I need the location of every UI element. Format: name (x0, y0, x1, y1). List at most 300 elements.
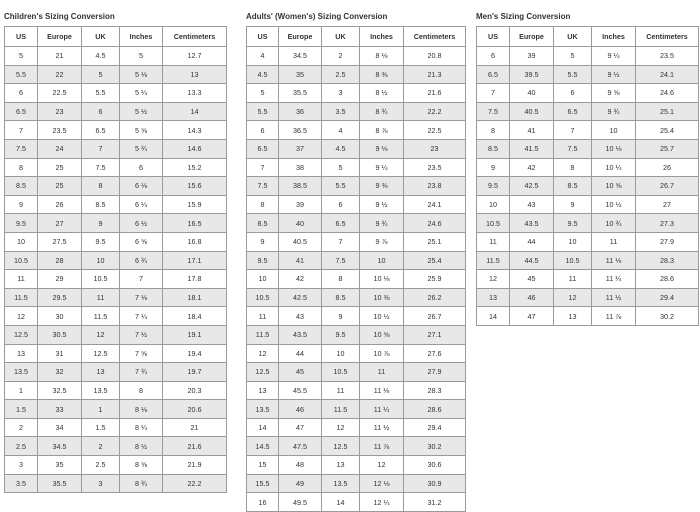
table-cell: 6 ⅛ (120, 177, 163, 196)
table-cell: 43.5 (279, 325, 322, 344)
table-cell: 5 ¼ (120, 84, 163, 103)
table-cell: 8.5 (477, 139, 510, 158)
table-cell: 24.6 (636, 84, 699, 103)
table-cell: 10.5 (247, 288, 279, 307)
table-cell: 7.5 (247, 177, 279, 196)
table-cell: 24 (38, 139, 82, 158)
table-row (247, 474, 466, 493)
table-cell: 47.5 (279, 437, 322, 456)
table-cell: 45 (510, 270, 554, 289)
table-cell: 45 (279, 363, 322, 382)
table-cell: 13.5 (322, 474, 360, 493)
table-row (247, 288, 466, 307)
table-cell: 6 (477, 47, 510, 66)
table-cell: 4 (322, 121, 360, 140)
table-cell: 11 (82, 288, 120, 307)
table-row (5, 158, 227, 177)
table-cell: 9 ⅛ (360, 139, 404, 158)
table-row (5, 381, 227, 400)
table-cell: 25.7 (636, 139, 699, 158)
table-cell: 10 (360, 251, 404, 270)
table-cell: 6.5 (322, 214, 360, 233)
table-cell: 35 (38, 456, 82, 475)
table-cell: 10 ½ (360, 307, 404, 326)
table-cell: 6 ¼ (120, 195, 163, 214)
table-cell: 25 (38, 158, 82, 177)
table-cell: 9 ⅜ (360, 177, 404, 196)
column-header: Europe (510, 27, 554, 47)
table-cell: 32 (38, 363, 82, 382)
table-cell: 8.5 (322, 288, 360, 307)
table-row (247, 493, 466, 512)
table-cell: 12 (322, 418, 360, 437)
table-cell: 5 (120, 47, 163, 66)
table-cell: 1 (82, 400, 120, 419)
table-cell: 9.5 (5, 214, 38, 233)
table-row (477, 121, 699, 140)
table-row (477, 195, 699, 214)
table-cell: 7.5 (477, 102, 510, 121)
adults-womens-sizing-table (246, 26, 466, 512)
table-row (477, 47, 699, 66)
table-cell: 22.5 (38, 84, 82, 103)
table-cell: 12 ¼ (360, 493, 404, 512)
table-cell: 22.5 (404, 121, 466, 140)
table-row (5, 195, 227, 214)
table-cell: 24.1 (404, 195, 466, 214)
table-cell: 11 ⅛ (592, 251, 636, 270)
table-cell: 11 ¼ (360, 400, 404, 419)
table-cell: 7 (120, 270, 163, 289)
table-cell: 42.5 (279, 288, 322, 307)
table-cell: 22 (38, 65, 82, 84)
table-cell: 9 ⅞ (360, 232, 404, 251)
table-cell: 7 (322, 232, 360, 251)
table-cell: 32.5 (38, 381, 82, 400)
table-row (5, 325, 227, 344)
table-cell: 9 ⅝ (592, 84, 636, 103)
table-cell: 43.5 (510, 214, 554, 233)
table-cell: 10 (247, 270, 279, 289)
table-row (247, 270, 466, 289)
table-row (5, 251, 227, 270)
table-cell: 18.4 (163, 307, 227, 326)
table-cell: 29.4 (404, 418, 466, 437)
table-cell: 13 (82, 363, 120, 382)
table-row (247, 381, 466, 400)
table-cell: 20.6 (163, 400, 227, 419)
table-cell: 5.5 (247, 102, 279, 121)
table-cell: 28.3 (636, 251, 699, 270)
table-cell: 10 ½ (592, 195, 636, 214)
table-cell: 13 (554, 307, 592, 326)
table-cell: 5.5 (5, 65, 38, 84)
table-row (5, 474, 227, 493)
table-cell: 5 (322, 158, 360, 177)
table-cell: 31 (38, 344, 82, 363)
table-cell: 9.5 (477, 177, 510, 196)
table-cell: 6.5 (477, 65, 510, 84)
table-cell: 44.5 (510, 251, 554, 270)
table-cell: 44 (510, 232, 554, 251)
table-cell: 4.5 (82, 47, 120, 66)
table-cell: 7 ½ (120, 325, 163, 344)
table-cell: 7 (554, 121, 592, 140)
table-cell: 9.5 (247, 251, 279, 270)
table-cell: 40 (279, 214, 322, 233)
table-cell: 25.4 (636, 121, 699, 140)
table-row (247, 195, 466, 214)
table-cell: 16.5 (163, 214, 227, 233)
table-row (477, 65, 699, 84)
table-header-row (5, 27, 227, 47)
table-cell: 12.7 (163, 47, 227, 66)
table-cell: 28.6 (636, 270, 699, 289)
table-cell: 10.5 (322, 363, 360, 382)
table-cell: 11 (247, 307, 279, 326)
table-cell: 3 (5, 456, 38, 475)
table-cell: 12.5 (5, 325, 38, 344)
table-cell: 2.5 (322, 65, 360, 84)
table-cell: 8 ⅝ (120, 456, 163, 475)
table-row (247, 47, 466, 66)
table-cell: 5 (247, 84, 279, 103)
table-cell: 6 ½ (120, 214, 163, 233)
table-cell: 46 (510, 288, 554, 307)
table-cell: 7 (477, 84, 510, 103)
table-cell: 28 (38, 251, 82, 270)
table-cell: 5.5 (322, 177, 360, 196)
table-cell: 26.2 (404, 288, 466, 307)
table-cell: 4.5 (322, 139, 360, 158)
table-cell: 8.5 (247, 214, 279, 233)
column-header: Centimeters (163, 27, 227, 47)
table-cell: 3.5 (5, 474, 38, 493)
table-cell: 25.1 (404, 232, 466, 251)
table-cell: 5 ½ (120, 102, 163, 121)
table-cell: 11 (5, 270, 38, 289)
mens-sizing-table (476, 26, 699, 326)
table-cell: 9 (247, 232, 279, 251)
table-cell: 9 (477, 158, 510, 177)
table-cell: 5 (82, 65, 120, 84)
table-cell: 14.3 (163, 121, 227, 140)
table-row (5, 456, 227, 475)
table-cell: 36.5 (279, 121, 322, 140)
table-row (477, 177, 699, 196)
table-cell: 26 (636, 158, 699, 177)
table-cell: 9 (82, 214, 120, 233)
table-cell: 3.5 (322, 102, 360, 121)
table-cell: 12 (554, 288, 592, 307)
table-cell: 9 (554, 195, 592, 214)
table-cell: 8 ⅞ (360, 121, 404, 140)
table-cell: 1 (5, 381, 38, 400)
table-cell: 8 ¼ (120, 418, 163, 437)
table-row (5, 270, 227, 289)
table-cell: 8.5 (82, 195, 120, 214)
table-cell: 1.5 (5, 400, 38, 419)
table-cell: 13 (5, 344, 38, 363)
table-cell: 6 ¾ (120, 251, 163, 270)
table-cell: 41 (510, 121, 554, 140)
table-row (477, 251, 699, 270)
table-cell: 38.5 (279, 177, 322, 196)
table-row (477, 139, 699, 158)
table-cell: 8 (82, 177, 120, 196)
table-cell: 34 (38, 418, 82, 437)
table-row (247, 102, 466, 121)
table-cell: 7 (82, 139, 120, 158)
table-cell: 2.5 (5, 437, 38, 456)
table-cell: 11 (554, 270, 592, 289)
table-cell: 36 (279, 102, 322, 121)
table-cell: 11 ⅛ (360, 381, 404, 400)
table-cell: 45.5 (279, 381, 322, 400)
table-cell: 30.5 (38, 325, 82, 344)
table-row (247, 139, 466, 158)
table-cell: 26.7 (404, 307, 466, 326)
table-cell: 25.9 (404, 270, 466, 289)
table-cell: 9 ¼ (592, 47, 636, 66)
table-row (5, 363, 227, 382)
table-cell: 23.5 (404, 158, 466, 177)
table-cell: 29.5 (38, 288, 82, 307)
table-cell: 42.5 (510, 177, 554, 196)
table-row (477, 232, 699, 251)
table-cell: 30.6 (404, 456, 466, 475)
table-cell: 6 (82, 102, 120, 121)
table-cell: 49 (279, 474, 322, 493)
column-header: US (477, 27, 510, 47)
table-cell: 23.8 (404, 177, 466, 196)
table-header-row (247, 27, 466, 47)
table-cell: 6.5 (247, 139, 279, 158)
table-cell: 21 (163, 418, 227, 437)
table-cell: 4.5 (247, 65, 279, 84)
table-cell: 7 ¾ (120, 363, 163, 382)
table-cell: 8 (322, 270, 360, 289)
table-cell: 6.5 (82, 121, 120, 140)
table-cell: 9 ½ (360, 195, 404, 214)
table-row (5, 437, 227, 456)
table-cell: 6.5 (5, 102, 38, 121)
table-cell: 21.3 (404, 65, 466, 84)
table-cell: 11.5 (5, 288, 38, 307)
table-cell: 21.9 (163, 456, 227, 475)
table-cell: 27.1 (404, 325, 466, 344)
table-cell: 10 ⅛ (592, 139, 636, 158)
table-row (5, 344, 227, 363)
column-header: Inches (360, 27, 404, 47)
table-cell: 21.6 (404, 84, 466, 103)
table-cell: 6 (322, 195, 360, 214)
column-header: Europe (38, 27, 82, 47)
table-cell: 37 (279, 139, 322, 158)
table-cell: 33 (38, 400, 82, 419)
table-cell: 13.5 (5, 363, 38, 382)
table-cell: 27.6 (404, 344, 466, 363)
table-cell: 27.9 (404, 363, 466, 382)
table-cell: 25.4 (404, 251, 466, 270)
table-cell: 12.5 (322, 437, 360, 456)
table-cell: 15.9 (163, 195, 227, 214)
table-cell: 35.5 (279, 84, 322, 103)
table-cell: 29.4 (636, 288, 699, 307)
table-cell: 2 (82, 437, 120, 456)
table-cell: 8 ½ (120, 437, 163, 456)
table-cell: 10 ⅝ (360, 325, 404, 344)
table-cell: 5 (554, 47, 592, 66)
column-header: UK (554, 27, 592, 47)
table-row (5, 307, 227, 326)
table-cell: 8.5 (554, 177, 592, 196)
table-cell: 10 (554, 232, 592, 251)
table-cell: 9.5 (82, 232, 120, 251)
table-cell: 3 (322, 84, 360, 103)
table-cell: 22.2 (404, 102, 466, 121)
table-cell: 7.5 (554, 139, 592, 158)
table-cell: 2 (5, 418, 38, 437)
table-cell: 12 (5, 307, 38, 326)
table-cell: 24.6 (404, 214, 466, 233)
table-cell: 7.5 (5, 139, 38, 158)
table-cell: 41.5 (510, 139, 554, 158)
table-cell: 8 ⅜ (360, 65, 404, 84)
table-cell: 40.5 (510, 102, 554, 121)
table-cell: 14 (322, 493, 360, 512)
table-cell: 42 (279, 270, 322, 289)
table-cell: 25 (38, 177, 82, 196)
table-cell: 12 (247, 344, 279, 363)
table-cell: 29 (38, 270, 82, 289)
table-row (477, 102, 699, 121)
table-row (477, 307, 699, 326)
table-cell: 7 (5, 121, 38, 140)
table-cell: 44 (279, 344, 322, 363)
column-header: UK (322, 27, 360, 47)
table-cell: 49.5 (279, 493, 322, 512)
table-cell: 12.5 (82, 344, 120, 363)
table-cell: 23 (38, 102, 82, 121)
table-cell: 7 ⅛ (120, 288, 163, 307)
table-row (247, 363, 466, 382)
table-cell: 9 ¼ (360, 158, 404, 177)
table-cell: 8 (477, 121, 510, 140)
table-row (477, 158, 699, 177)
column-header: Inches (120, 27, 163, 47)
table-row (5, 121, 227, 140)
table-header-row (477, 27, 699, 47)
adults-womens-sizing-title: Adults' (Women's) Sizing Conversion (246, 12, 388, 21)
table-cell: 24.1 (636, 65, 699, 84)
table-cell: 13 (163, 65, 227, 84)
table-row (247, 214, 466, 233)
table-row (247, 65, 466, 84)
table-cell: 8 (5, 158, 38, 177)
table-cell: 7.5 (322, 251, 360, 270)
mens-sizing-title: Men's Sizing Conversion (476, 12, 571, 21)
table-cell: 13 (247, 381, 279, 400)
table-cell: 19.7 (163, 363, 227, 382)
table-cell: 7.5 (82, 158, 120, 177)
table-cell: 9 ¾ (592, 102, 636, 121)
table-row (477, 270, 699, 289)
table-row (5, 139, 227, 158)
table-cell: 6 (554, 84, 592, 103)
column-header: Centimeters (404, 27, 466, 47)
table-cell: 8 ¾ (120, 474, 163, 493)
table-cell: 27 (38, 214, 82, 233)
table-cell: 10.5 (82, 270, 120, 289)
table-cell: 15.6 (163, 177, 227, 196)
table-cell: 9.5 (554, 214, 592, 233)
table-cell: 8 (120, 381, 163, 400)
table-cell: 34.5 (279, 47, 322, 66)
column-header: Inches (592, 27, 636, 47)
table-cell: 30 (38, 307, 82, 326)
table-cell: 28.3 (404, 381, 466, 400)
table-cell: 9 ½ (592, 65, 636, 84)
table-cell: 10 ¾ (592, 214, 636, 233)
table-cell: 7 ¼ (120, 307, 163, 326)
table-cell: 8 ⅛ (360, 47, 404, 66)
table-cell: 10 (322, 344, 360, 363)
table-row (477, 288, 699, 307)
table-cell: 14 (247, 418, 279, 437)
table-cell: 13.5 (82, 381, 120, 400)
table-cell: 39 (510, 47, 554, 66)
table-cell: 15.5 (247, 474, 279, 493)
table-cell: 39 (279, 195, 322, 214)
table-cell: 16.8 (163, 232, 227, 251)
table-row (247, 251, 466, 270)
column-header: UK (82, 27, 120, 47)
table-row (5, 232, 227, 251)
table-cell: 10 ⅞ (360, 344, 404, 363)
table-cell: 17.1 (163, 251, 227, 270)
table-cell: 41 (279, 251, 322, 270)
table-cell: 12 (360, 456, 404, 475)
table-cell: 10 ⅝ (592, 177, 636, 196)
table-cell: 42 (510, 158, 554, 177)
table-cell: 26 (38, 195, 82, 214)
table-cell: 6 ⅝ (120, 232, 163, 251)
childrens-sizing-title: Children's Sizing Conversion (4, 12, 115, 21)
table-cell: 11.5 (477, 251, 510, 270)
table-cell: 10.5 (477, 214, 510, 233)
table-row (247, 418, 466, 437)
table-cell: 21 (38, 47, 82, 66)
table-cell: 7 ⅝ (120, 344, 163, 363)
table-cell: 14.6 (163, 139, 227, 158)
table-cell: 38 (279, 158, 322, 177)
table-row (5, 177, 227, 196)
table-cell: 18.1 (163, 288, 227, 307)
table-cell: 39.5 (510, 65, 554, 84)
table-cell: 11.5 (322, 400, 360, 419)
table-cell: 2.5 (82, 456, 120, 475)
table-row (477, 214, 699, 233)
table-row (247, 121, 466, 140)
table-cell: 8 (554, 158, 592, 177)
table-cell: 6.5 (554, 102, 592, 121)
table-cell: 10 (592, 121, 636, 140)
table-cell: 14 (477, 307, 510, 326)
table-cell: 12.5 (247, 363, 279, 382)
table-row (247, 437, 466, 456)
table-cell: 7 (247, 158, 279, 177)
